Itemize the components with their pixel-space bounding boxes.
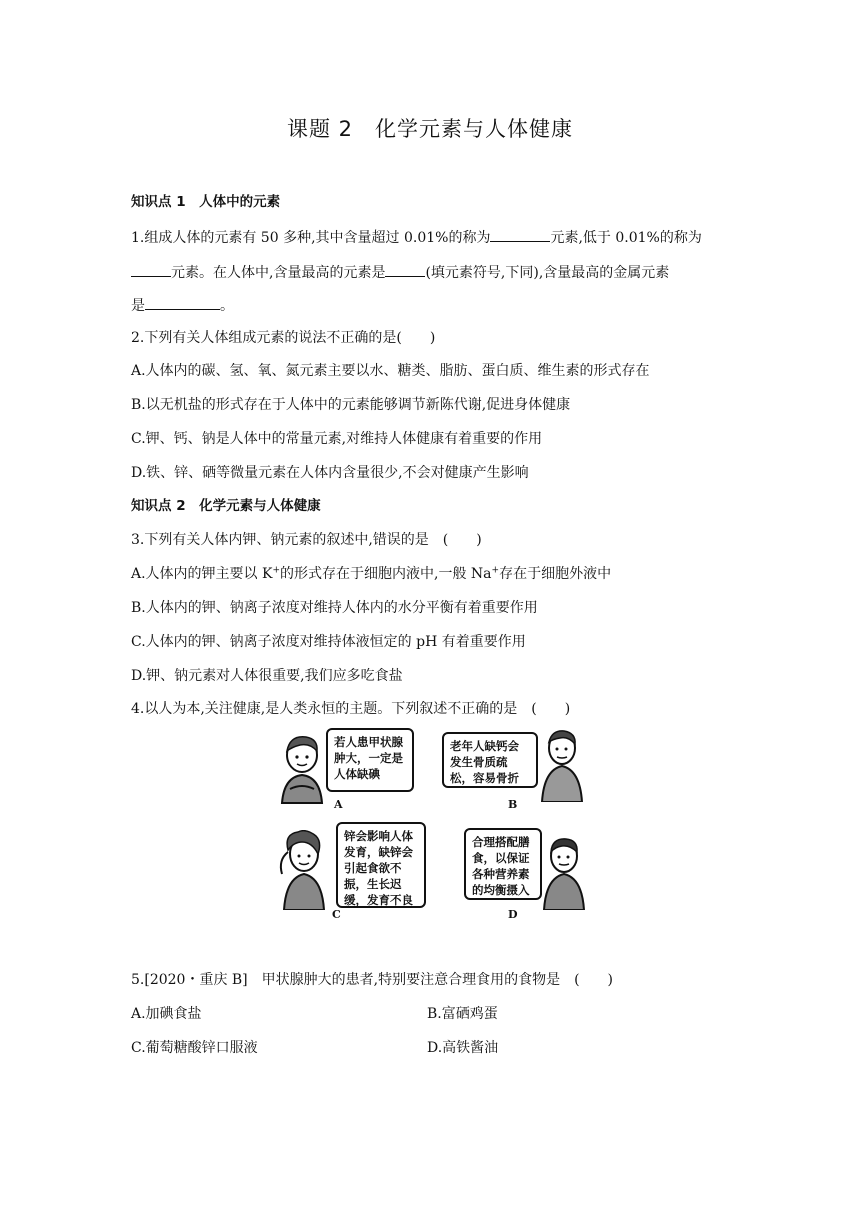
q1-text-5: 是 (131, 298, 145, 314)
q3-option-c[interactable]: C.人体内的钾、钠离子浓度对维持体液恒定的 pH 有着重要作用 (131, 634, 526, 650)
speech-bubble-c: 锌会影响人体发育，缺锌会引起食欲不振，生长迟缓，发育不良 (336, 822, 426, 908)
q2-option-b[interactable]: B.以无机盐的形式存在于人体中的元素能够调节新陈代谢,促进身体健康 (131, 397, 571, 413)
answer-blank[interactable] (385, 262, 425, 277)
q1-line-2 (131, 262, 669, 282)
q3-a-text-1: A.人体内的钾主要以 K (131, 566, 273, 582)
q4-stem: 4.以人为本,关注健康,是人类永恒的主题。下列叙述不正确的是 ( ) (131, 701, 571, 717)
q5-option-c[interactable]: C.葡萄糖酸锌口服液 (131, 1040, 258, 1056)
page-title: 课题 2 化学元素与人体健康 (286, 117, 574, 141)
superscript-plus: + (272, 565, 281, 576)
answer-blank[interactable] (490, 227, 550, 242)
q1-text-3: 元素。在人体中,含量最高的元素是 (171, 265, 386, 281)
q5-option-b[interactable]: B.富硒鸡蛋 (427, 1006, 498, 1022)
q2-stem: 2.下列有关人体组成元素的说法不正确的是( ) (131, 330, 436, 346)
answer-blank[interactable] (131, 262, 171, 277)
q2-option-d[interactable]: D.铁、锌、硒等微量元素在人体内含量很少,不会对健康产生影响 (131, 465, 529, 481)
q2-option-c[interactable]: C.钾、钙、钠是人体中的常量元素,对维持人体健康有着重要的作用 (131, 431, 543, 447)
panel-label-c: C (332, 908, 341, 921)
q3-a-text-2: 的形式存在于细胞内液中,一般 Na (280, 566, 492, 582)
figure-panel-b[interactable] (442, 728, 587, 816)
speech-bubble-a: 若人患甲状腺肿大，一定是人体缺碘 (326, 728, 414, 792)
section-2-label: 知识点 2 (131, 498, 186, 514)
panel-label-d: D (508, 908, 518, 921)
section-1-name: 人体中的元素 (199, 194, 281, 210)
q1-line-1 (131, 227, 702, 247)
q1-text-2: 元素,低于 0.01%的称为 (550, 230, 702, 246)
answer-blank[interactable] (145, 295, 220, 310)
section-heading-2 (131, 497, 321, 515)
q1-text-4: (填元素符号,下同),含量最高的金属元素 (425, 265, 670, 281)
panel-label-a: A (334, 798, 343, 811)
person-icon (542, 836, 590, 910)
q3-stem: 3.下列有关人体内钾、钠元素的叙述中,错误的是 ( ) (131, 532, 482, 548)
q5-option-a[interactable]: A.加碘食盐 (131, 1006, 202, 1022)
speech-bubble-b: 老年人缺钙会发生骨质疏松，容易骨折 (442, 732, 538, 788)
q3-option-d[interactable]: D.钾、钠元素对人体很重要,我们应多吃食盐 (131, 668, 403, 684)
section-heading-1 (131, 193, 280, 211)
q1-text-1: 1.组成人体的元素有 50 多种,其中含量超过 0.01%的称为 (131, 230, 491, 246)
person-icon (276, 733, 328, 805)
person-icon (276, 830, 330, 910)
figure-panel-d[interactable] (464, 822, 594, 926)
speech-bubble-d: 合理搭配膳食，以保证各种营养素的均衡摄入 (464, 828, 542, 900)
q3-option-a[interactable] (131, 565, 611, 583)
panel-label-b: B (508, 798, 518, 811)
section-1-label: 知识点 1 (131, 194, 186, 210)
q1-text-6: 。 (220, 298, 234, 314)
figure-panel-c[interactable] (276, 822, 436, 926)
q1-line-3 (131, 295, 234, 315)
figure-panel-a[interactable] (276, 728, 421, 816)
q5-option-d[interactable]: D.高铁酱油 (427, 1040, 499, 1056)
q3-option-b[interactable]: B.人体内的钾、钠离子浓度对维持人体内的水分平衡有着重要作用 (131, 600, 538, 616)
q5-stem: 5.[2020・重庆 B] 甲状腺肿大的患者,特别要注意合理食用的食物是 ( ) (131, 972, 614, 988)
person-icon (538, 728, 586, 802)
q3-a-text-3: 存在于细胞外液中 (499, 566, 612, 582)
q2-option-a[interactable]: A.人体内的碳、氢、氧、氮元素主要以水、糖类、脂肪、蛋白质、维生素的形式存在 (131, 363, 650, 379)
superscript-plus: + (491, 565, 500, 576)
section-2-name: 化学元素与人体健康 (199, 498, 321, 514)
